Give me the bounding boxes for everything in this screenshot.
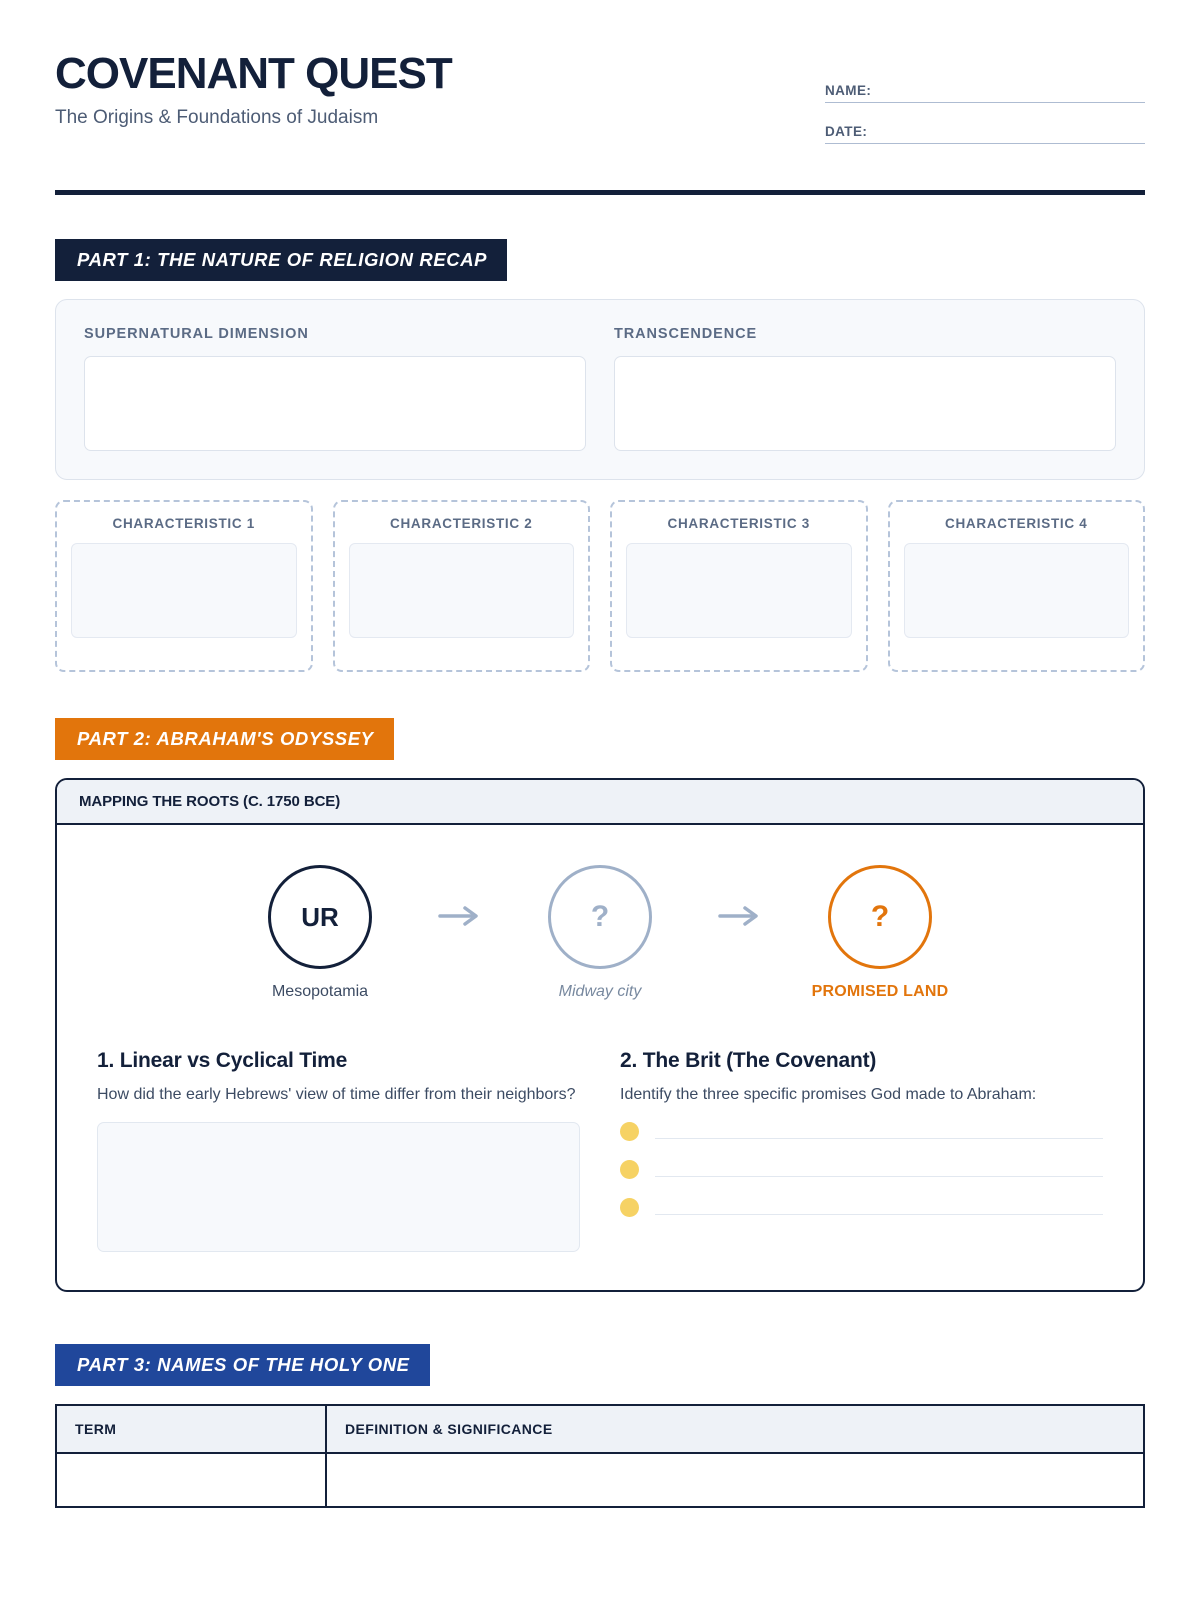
question-1-answer-input[interactable] xyxy=(97,1122,580,1252)
arrow-right-icon xyxy=(430,865,490,929)
term-cell-input[interactable] xyxy=(56,1453,326,1507)
question-1 xyxy=(97,1049,580,1252)
promise-row xyxy=(620,1198,1103,1217)
characteristic-1-input[interactable] xyxy=(71,543,297,638)
bullet-dot-icon xyxy=(620,1160,639,1179)
definition-cell-input[interactable] xyxy=(326,1453,1144,1507)
journey-circle-ur: UR xyxy=(268,865,372,969)
characteristic-3-label: CHARACTERISTIC 3 xyxy=(667,516,810,531)
date-input[interactable] xyxy=(867,123,1145,139)
table-header-row xyxy=(56,1405,1144,1453)
question-2-title: 2. The Brit (The Covenant) xyxy=(620,1049,877,1072)
question-1-title: 1. Linear vs Cyclical Time xyxy=(97,1049,348,1072)
characteristic-card xyxy=(333,500,591,672)
characteristic-card xyxy=(610,500,868,672)
title-block xyxy=(55,48,452,129)
bullet-dot-icon xyxy=(620,1122,639,1141)
journey-caption-midway: Midway city xyxy=(558,983,642,1000)
characteristic-card xyxy=(888,500,1146,672)
column-header-term: TERM xyxy=(56,1405,326,1453)
part-3-banner: PART 3: NAMES OF THE HOLY ONE xyxy=(55,1344,430,1386)
part-1-section xyxy=(55,239,1145,672)
transcendence-label: TRANSCENDENCE xyxy=(614,326,758,342)
mapping-roots-card xyxy=(55,778,1145,1292)
question-2 xyxy=(620,1049,1103,1252)
mapping-roots-title: MAPPING THE ROOTS (C. 1750 BCE) xyxy=(57,780,1143,825)
journey-stop-ur xyxy=(220,865,420,1001)
characteristic-4-label: CHARACTERISTIC 4 xyxy=(945,516,1088,531)
journey-stop-midway[interactable] xyxy=(500,865,700,1001)
bullet-dot-icon xyxy=(620,1198,639,1217)
column-header-definition: DEFINITION & SIGNIFICANCE xyxy=(326,1405,1144,1453)
table-row xyxy=(56,1453,1144,1507)
transcendence-field xyxy=(614,326,1116,451)
characteristics-row xyxy=(55,500,1145,672)
characteristic-card xyxy=(55,500,313,672)
terms-table xyxy=(55,1404,1145,1508)
part-1-panel xyxy=(55,299,1145,480)
characteristic-4-input[interactable] xyxy=(904,543,1130,638)
journey-stop-promised-land[interactable] xyxy=(780,865,980,1001)
question-1-prompt: How did the early Hebrews' view of time differ from their neighbors? xyxy=(97,1086,576,1103)
supernatural-dimension-input[interactable] xyxy=(84,356,586,451)
promise-1-input[interactable] xyxy=(655,1125,1103,1139)
part-2-section xyxy=(55,718,1145,1292)
characteristic-3-input[interactable] xyxy=(626,543,852,638)
part-2-banner: PART 2: ABRAHAM'S ODYSSEY xyxy=(55,718,394,760)
arrow-right-icon xyxy=(710,865,770,929)
characteristic-2-input[interactable] xyxy=(349,543,575,638)
page-header xyxy=(55,48,1145,164)
name-input[interactable] xyxy=(871,82,1145,98)
header-divider xyxy=(55,190,1145,195)
date-row xyxy=(825,123,1145,144)
name-label: NAME: xyxy=(825,83,872,98)
mapping-roots-body xyxy=(57,825,1143,1290)
journey-diagram xyxy=(97,865,1103,1001)
student-meta xyxy=(825,48,1145,164)
journey-caption-promised-land: PROMISED LAND xyxy=(811,983,949,1000)
transcendence-input[interactable] xyxy=(614,356,1116,451)
characteristic-1-label: CHARACTERISTIC 1 xyxy=(112,516,255,531)
promise-row xyxy=(620,1160,1103,1179)
journey-circle-promised-land[interactable]: ? xyxy=(828,865,932,969)
name-row xyxy=(825,82,1145,103)
promise-2-input[interactable] xyxy=(655,1163,1103,1177)
question-2-prompt: Identify the three specific promises God made to Abraham: xyxy=(620,1086,1037,1103)
page-title: COVENANT QUEST xyxy=(55,49,452,98)
journey-caption-ur: Mesopotamia xyxy=(271,983,369,1000)
part-2-questions xyxy=(97,1049,1103,1252)
promise-3-input[interactable] xyxy=(655,1201,1103,1215)
supernatural-dimension-field xyxy=(84,326,586,451)
promise-row xyxy=(620,1122,1103,1141)
journey-circle-midway[interactable]: ? xyxy=(548,865,652,969)
part-1-banner: PART 1: THE NATURE OF RELIGION RECAP xyxy=(55,239,507,281)
date-label: DATE: xyxy=(825,124,868,139)
characteristic-2-label: CHARACTERISTIC 2 xyxy=(390,516,533,531)
page-subtitle: The Origins & Foundations of Judaism xyxy=(55,106,379,128)
part-3-section xyxy=(55,1344,1145,1508)
supernatural-dimension-label: SUPERNATURAL DIMENSION xyxy=(84,326,309,342)
